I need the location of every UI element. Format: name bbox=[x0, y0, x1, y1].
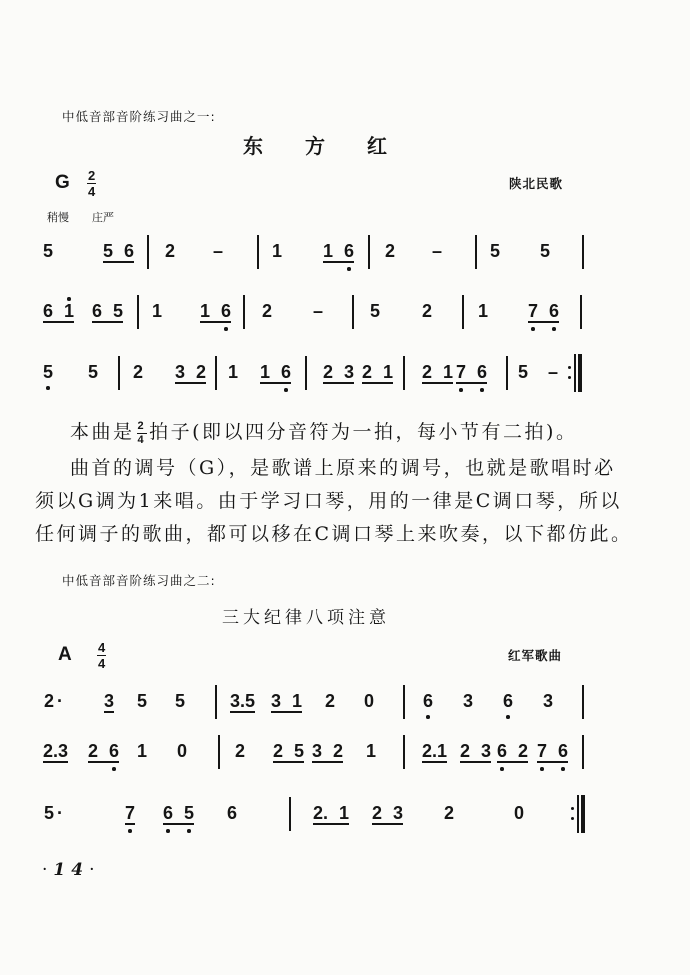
note: 2 bbox=[273, 741, 284, 761]
note: – bbox=[313, 301, 324, 321]
page-number-suffix: · bbox=[89, 860, 101, 880]
exercise-2-key: A bbox=[58, 644, 72, 665]
note: 6 bbox=[43, 301, 54, 321]
note-group bbox=[273, 741, 304, 763]
note-group bbox=[325, 691, 335, 713]
note: 5 bbox=[103, 241, 114, 261]
note-group bbox=[88, 741, 119, 763]
note: 6 bbox=[423, 691, 433, 711]
note-group bbox=[43, 741, 68, 763]
note: 0 bbox=[514, 803, 525, 823]
note: 5 bbox=[43, 362, 53, 382]
explanation-line-4: 任何调子的歌曲，都可以移在C调口琴上来吹奏，以下都仿此。 bbox=[35, 523, 633, 545]
note: 2 bbox=[325, 691, 336, 711]
note: 2 bbox=[333, 741, 344, 761]
low-octave-dot-icon bbox=[187, 829, 191, 833]
note: 0 bbox=[177, 741, 188, 761]
exercise-1-mood: 庄严 bbox=[92, 211, 114, 224]
repeat-dot-icon bbox=[571, 817, 574, 820]
page-number bbox=[42, 859, 100, 881]
note-group bbox=[235, 741, 245, 763]
note: 2 bbox=[196, 362, 207, 382]
note: 1 bbox=[64, 301, 74, 321]
note: 5 bbox=[184, 803, 194, 823]
note: 7 bbox=[537, 741, 547, 761]
barline bbox=[218, 735, 220, 769]
note-group bbox=[44, 691, 54, 713]
note-group bbox=[163, 803, 194, 825]
explanation-line-1-start: 本曲是 bbox=[70, 421, 135, 443]
note: 7 bbox=[125, 803, 135, 823]
exercise-2-title: 三大纪律八项注意 bbox=[222, 608, 390, 628]
note: 6 bbox=[221, 301, 231, 321]
note: 2 bbox=[372, 803, 383, 823]
note: 1 bbox=[443, 362, 454, 382]
note-group bbox=[514, 803, 524, 825]
low-octave-dot-icon bbox=[166, 829, 170, 833]
note: 6 bbox=[163, 803, 173, 823]
time-numerator: 2 bbox=[88, 168, 96, 183]
note: 2 bbox=[422, 301, 433, 321]
note-group bbox=[312, 741, 343, 763]
low-octave-dot-icon bbox=[540, 767, 544, 771]
note: 2 bbox=[385, 241, 396, 261]
note: 6 bbox=[477, 362, 487, 382]
note: 5 bbox=[88, 362, 99, 382]
low-octave-dot-icon bbox=[426, 715, 430, 719]
note: 5 bbox=[175, 691, 186, 711]
barline bbox=[582, 735, 584, 769]
note: 2 bbox=[262, 301, 273, 321]
note: 2 bbox=[323, 362, 334, 382]
note: 5 bbox=[370, 301, 381, 321]
page-number-value: 14 bbox=[53, 860, 90, 880]
note-group bbox=[57, 691, 63, 713]
low-octave-dot-icon bbox=[506, 715, 510, 719]
note: 2. bbox=[313, 803, 329, 823]
note: 2 bbox=[235, 741, 246, 761]
explanation-line-1-end: 拍子(即以四分音符为一拍，每小节有二拍)。 bbox=[149, 421, 578, 443]
note-group bbox=[444, 803, 454, 825]
note: 7 bbox=[528, 301, 538, 321]
note: 5 bbox=[518, 362, 529, 382]
low-octave-dot-icon bbox=[128, 829, 132, 833]
barline bbox=[215, 685, 217, 719]
repeat-dot-icon bbox=[571, 807, 574, 810]
note: 2.1 bbox=[422, 741, 448, 761]
note-group bbox=[177, 741, 187, 763]
note-group bbox=[271, 691, 302, 713]
note: 5 bbox=[490, 241, 501, 261]
low-octave-dot-icon bbox=[561, 767, 565, 771]
thick-barline bbox=[581, 795, 585, 833]
note: 3 bbox=[481, 741, 492, 761]
note: 1 bbox=[200, 301, 211, 321]
note: 6 bbox=[503, 691, 513, 711]
barline bbox=[403, 735, 405, 769]
explanation-line-2: 曲首的调号（G），是歌谱上原来的调号，也就是歌唱时必 bbox=[70, 457, 616, 479]
note: 1 bbox=[383, 362, 394, 382]
note-group bbox=[137, 741, 147, 763]
note: 1 bbox=[260, 362, 271, 382]
exercise-2-label: 中低音部音阶练习曲之二: bbox=[62, 573, 216, 588]
note-group bbox=[44, 803, 54, 825]
fraction-denominator: 4 bbox=[137, 433, 147, 446]
note: 1 bbox=[292, 691, 303, 711]
note: 1 bbox=[323, 241, 334, 261]
note: 6 bbox=[227, 803, 238, 823]
note: 2 bbox=[133, 362, 144, 382]
note: 5 bbox=[137, 691, 148, 711]
exercise-1-tempo: 稍慢 bbox=[47, 211, 69, 224]
note-group bbox=[364, 691, 374, 713]
fraction-numerator: 2 bbox=[137, 419, 147, 432]
time-numerator: 4 bbox=[98, 640, 106, 655]
note: 1 bbox=[272, 241, 283, 261]
note-group bbox=[175, 691, 185, 713]
barline bbox=[582, 685, 584, 719]
note: 3 bbox=[543, 691, 554, 711]
note: 3.5 bbox=[230, 691, 256, 711]
note: – bbox=[432, 241, 443, 261]
exercise-1-label: 中低音部音阶练习曲之一: bbox=[62, 109, 216, 124]
note: 6 bbox=[497, 741, 507, 761]
note: 2 bbox=[362, 362, 373, 382]
note-group bbox=[503, 691, 513, 713]
note: 5 bbox=[43, 241, 54, 261]
note: 3 bbox=[312, 741, 323, 761]
note: 6 bbox=[92, 301, 103, 321]
note: 6 bbox=[558, 741, 568, 761]
note: 6 bbox=[109, 741, 119, 761]
note-group bbox=[497, 741, 528, 763]
note-group bbox=[366, 741, 376, 763]
exercise-2-source: 红军歌曲 bbox=[508, 648, 563, 663]
note: 2 bbox=[518, 741, 529, 761]
note: 0 bbox=[364, 691, 375, 711]
note-group bbox=[137, 691, 147, 713]
note: – bbox=[548, 362, 559, 382]
note: 2 bbox=[165, 241, 176, 261]
note-group bbox=[372, 803, 403, 825]
note: 5 bbox=[44, 803, 55, 823]
note: 2 bbox=[44, 691, 55, 711]
time-denominator: 4 bbox=[98, 656, 106, 671]
note: 1 bbox=[228, 362, 239, 382]
note: 2 bbox=[444, 803, 455, 823]
note: 1 bbox=[478, 301, 489, 321]
low-octave-dot-icon bbox=[500, 767, 504, 771]
note: 1 bbox=[339, 803, 350, 823]
note: 5 bbox=[294, 741, 305, 761]
note: · bbox=[57, 691, 63, 711]
note: 1 bbox=[137, 741, 148, 761]
note: 6 bbox=[124, 241, 135, 261]
note: 1 bbox=[366, 741, 377, 761]
note: 5 bbox=[113, 301, 124, 321]
note-group bbox=[543, 691, 553, 713]
note-group bbox=[125, 803, 135, 825]
note: 3 bbox=[393, 803, 404, 823]
note-group bbox=[460, 741, 491, 763]
final-barline bbox=[571, 795, 587, 833]
exercise-1-source: 陕北民歌 bbox=[509, 176, 564, 191]
note: 5 bbox=[540, 241, 551, 261]
note: 2 bbox=[88, 741, 99, 761]
thin-barline bbox=[577, 795, 579, 833]
note: 2 bbox=[422, 362, 433, 382]
note-group bbox=[537, 741, 568, 763]
note-group bbox=[227, 803, 237, 825]
barline bbox=[403, 685, 405, 719]
note: 2 bbox=[460, 741, 471, 761]
note: 3 bbox=[271, 691, 282, 711]
note-group bbox=[423, 691, 433, 713]
note: 3 bbox=[175, 362, 186, 382]
time-denominator: 4 bbox=[88, 184, 96, 199]
page-number-prefix: · bbox=[42, 860, 54, 880]
note: 3 bbox=[104, 691, 115, 711]
explanation-line-3: 须以G调为1来唱。由于学习口琴，用的一律是C调口琴，所以 bbox=[35, 490, 622, 512]
note-group bbox=[313, 803, 349, 825]
note: 1 bbox=[152, 301, 163, 321]
note: 3 bbox=[344, 362, 355, 382]
note: 7 bbox=[456, 362, 466, 382]
exercise-1-title: 东方红 bbox=[243, 134, 429, 158]
note: 2.3 bbox=[43, 741, 69, 761]
exercise-1-key: G bbox=[55, 172, 70, 193]
note-group bbox=[463, 691, 473, 713]
note: 6 bbox=[281, 362, 291, 382]
note: 6 bbox=[549, 301, 559, 321]
note-group bbox=[230, 691, 255, 713]
note-group bbox=[104, 691, 114, 713]
note: – bbox=[213, 241, 224, 261]
low-octave-dot-icon bbox=[112, 767, 116, 771]
barline bbox=[289, 797, 291, 831]
note-group bbox=[422, 741, 447, 763]
note: 3 bbox=[463, 691, 474, 711]
note-group bbox=[57, 803, 63, 825]
note: · bbox=[57, 803, 63, 823]
note: 6 bbox=[344, 241, 354, 261]
